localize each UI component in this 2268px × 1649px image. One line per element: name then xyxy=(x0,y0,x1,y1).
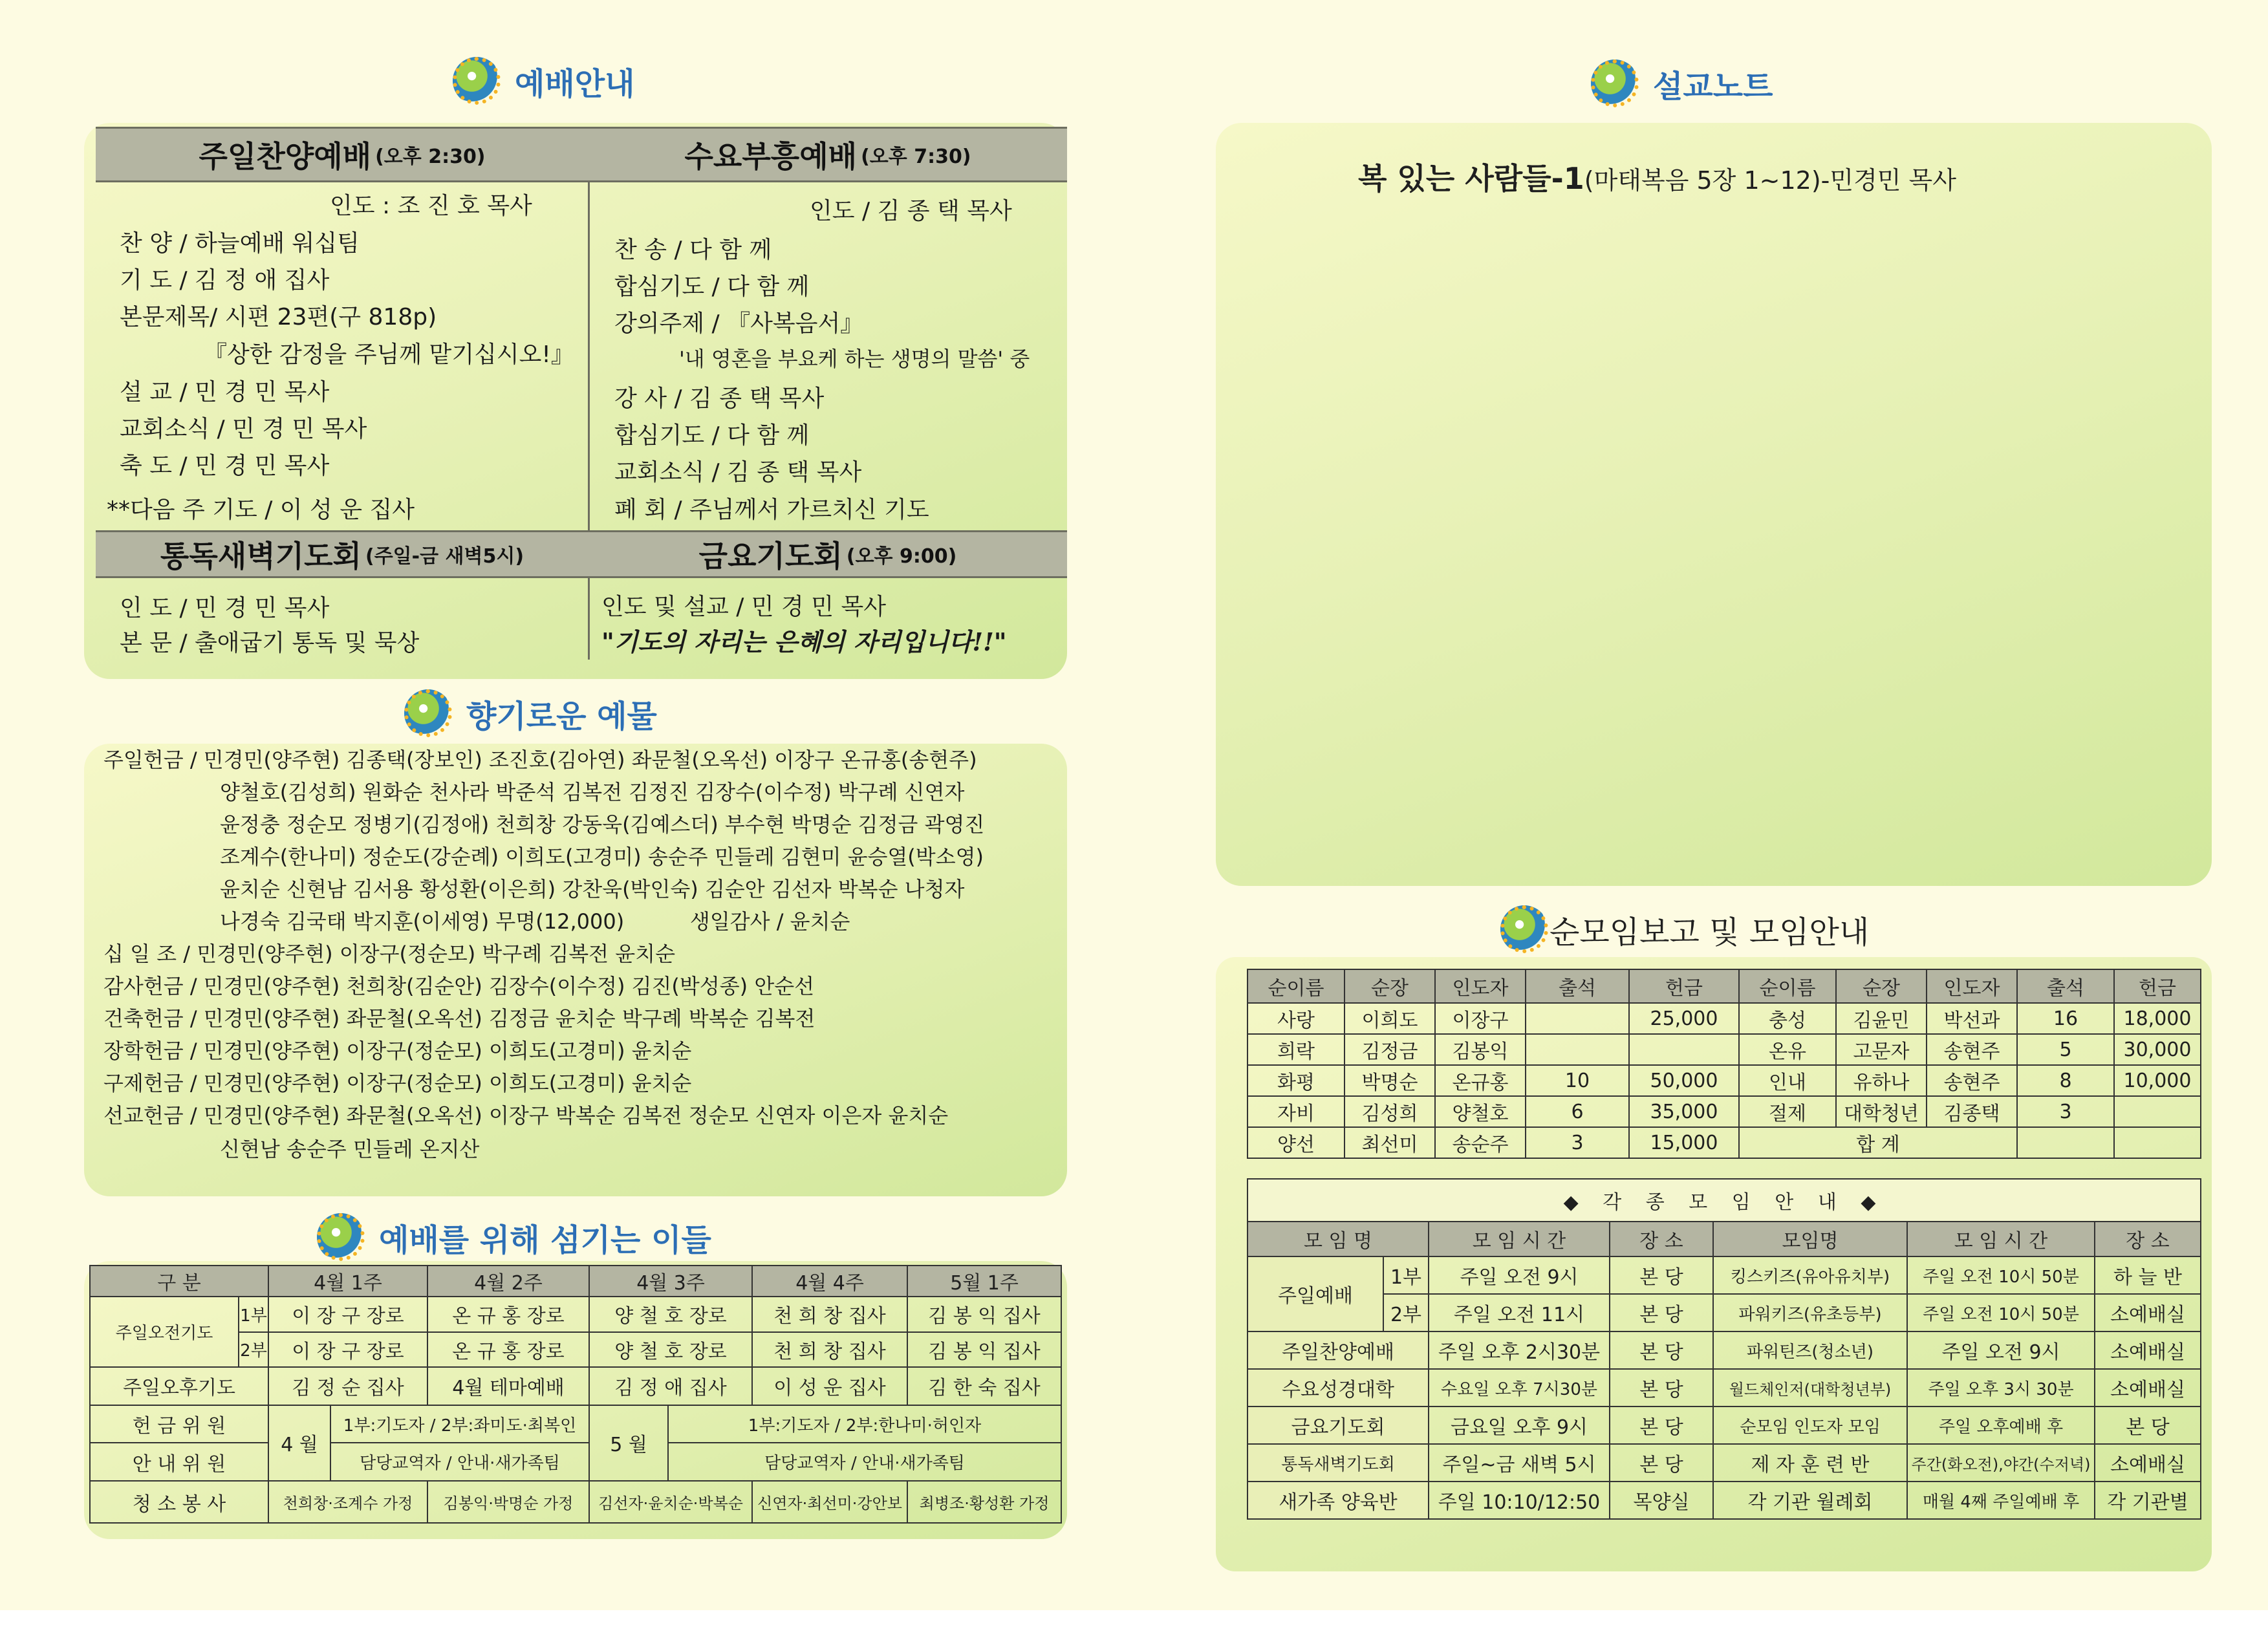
sunday-praise: 찬 양 / 하늘예배 워십팀 xyxy=(120,230,360,257)
cells-cell: 충성 xyxy=(1739,1003,1836,1034)
offering-sunday-cont: 나경숙 김국태 박지훈(이세영) 무명(12,000) 생일감사 / 윤치순 xyxy=(220,909,850,934)
wednesday-news: 교회소식 / 김 종 택 목사 xyxy=(614,459,862,486)
offering-mission: 선교헌금 / 민경민(양주현) 좌문철(오옥선) 이장구 박복순 김복전 정순모 신연자 이은자 윤치순 xyxy=(103,1103,949,1128)
meetings-cell: 본 당 xyxy=(1610,1256,1713,1294)
sermon-heading xyxy=(1358,155,1956,198)
cells-cell: 절제 xyxy=(1739,1096,1836,1127)
sunday-sermon-title: 『상한 감정을 주님께 맡기십시오!』 xyxy=(204,341,574,368)
meetings-cell: 주일 오후 3시 30분 xyxy=(1907,1369,2095,1406)
meetings-head-cell: 모 임 명 xyxy=(1247,1222,1429,1256)
meetings-cell: 소예배실 xyxy=(2095,1294,2201,1331)
sermon-note-panel xyxy=(1216,123,2212,886)
servers-cell: 천 희 창 집사 xyxy=(752,1297,907,1331)
servers-usher-may: 담당교역자 / 안내·새가족팀 xyxy=(668,1443,1061,1481)
servers-afternoon-label: 주일오후기도 xyxy=(90,1367,268,1405)
cells-cell: 10,000 xyxy=(2114,1065,2201,1096)
wednesday-subtopic: '내 영혼을 부요케 하는 생명의 말씀' 중 xyxy=(679,347,1030,371)
servers-usher-label: 안 내 위 원 xyxy=(90,1443,268,1481)
cells-report-table xyxy=(1247,969,2201,1159)
servers-usher-april: 담당교역자 / 안내·새가족팀 xyxy=(330,1443,589,1481)
cells-cell: 화평 xyxy=(1247,1065,1345,1096)
meetings-head-cell: 장 소 xyxy=(2095,1222,2201,1256)
servers-row-offering xyxy=(90,1405,1061,1443)
servers-cell: 4월 테마예배 xyxy=(427,1367,589,1405)
offering-sunday-cont: 조계수(한나미) 정순도(강순례) 이희도(고경미) 송순주 민들레 김현미 윤승열(박소영) xyxy=(220,845,984,869)
cells-cell xyxy=(1629,1034,1739,1065)
cells-head-cell: 인도자 xyxy=(1927,969,2017,1003)
meetings-cell: 주일 오후예배 후 xyxy=(1907,1406,2095,1444)
meetings-title-row xyxy=(1247,1179,2201,1222)
meetings-cell: 킹스키즈(유아유치부) xyxy=(1713,1256,1907,1294)
meetings-cell: 소예배실 xyxy=(2095,1369,2201,1406)
cells-cell: 김종택 xyxy=(1927,1096,2017,1127)
offering-title-text: 향기로운 예물 xyxy=(466,698,657,735)
offering-sunday: 주일헌금 / 민경민(양주현) 김종택(장보인) 조진호(김아연) 좌문철(오옥선) 이장구 온규홍(송현주) xyxy=(103,748,977,772)
servers-cell: 김 한 숙 집사 xyxy=(907,1367,1061,1405)
servers-cell: 이 장 구 장로 xyxy=(268,1297,427,1331)
servers-part1: 1부 xyxy=(239,1297,268,1331)
sunday-worship-header xyxy=(96,127,589,182)
wednesday-prayer-1: 합심기도 / 다 함 께 xyxy=(614,274,810,300)
sermon-reference: (마태복음 5장 1~12)-민경민 목사 xyxy=(1584,166,1956,195)
servers-row-cleaning xyxy=(90,1481,1061,1523)
offering-scholarship: 장학헌금 / 민경민(양주현) 이장구(정순모) 이희도(고경미) 윤치순 xyxy=(103,1039,692,1063)
servers-cell: 김선자·윤치순·박복순 xyxy=(589,1481,752,1523)
servers-cell: 최병조·황성환 가정 xyxy=(907,1481,1061,1523)
cells-cell: 김봉익 xyxy=(1435,1034,1526,1065)
servers-cell: 양 철 호 장로 xyxy=(589,1297,752,1331)
meetings-title: ◆ 각 종 모 임 안 내 ◆ xyxy=(1247,1179,2201,1222)
meetings-table xyxy=(1247,1178,2201,1520)
offering-tithe: 십 일 조 / 민경민(양주현) 이장구(정순모) 박구례 김복전 윤치순 xyxy=(103,942,675,966)
meetings-sunday-worship: 주일예배 xyxy=(1247,1256,1383,1331)
servers-head-week: 4월 3주 xyxy=(589,1266,752,1297)
cells-cell: 김윤민 xyxy=(1836,1003,1927,1034)
cells-cell: 송순주 xyxy=(1435,1127,1526,1158)
meetings-cell: 금요기도회 xyxy=(1247,1406,1429,1444)
cells-cell: 온규홍 xyxy=(1435,1065,1526,1096)
friday-prayer-time: (오후 9:00) xyxy=(846,545,957,568)
cells-total-offering xyxy=(2114,1127,2201,1158)
cells-cell: 양철호 xyxy=(1435,1096,1526,1127)
servers-april: 4 월 xyxy=(268,1405,330,1481)
cells-total-attendance xyxy=(2017,1127,2114,1158)
sunday-next-prayer: **다음 주 기도 / 이 성 운 집사 xyxy=(107,497,415,523)
church-logo-icon xyxy=(453,57,501,105)
cells-cell: 30,000 xyxy=(2114,1034,2201,1065)
sunday-prayer: 기 도 / 김 정 애 집사 xyxy=(120,267,330,294)
cells-cell: 김성희 xyxy=(1345,1096,1435,1127)
cells-cell: 3 xyxy=(1526,1127,1629,1158)
servers-cell: 천희창·조계수 가정 xyxy=(268,1481,427,1523)
cells-cell: 16 xyxy=(2017,1003,2114,1034)
cells-head-cell: 순이름 xyxy=(1247,969,1345,1003)
meetings-head-cell: 모 임 시 간 xyxy=(1907,1222,2095,1256)
cells-head-cell: 출석 xyxy=(1526,969,1629,1003)
worship-section-title xyxy=(453,57,634,105)
meetings-cell: 하 늘 반 xyxy=(2095,1256,2201,1294)
servers-cell: 신연자·최선미·강안보 xyxy=(752,1481,907,1523)
meetings-cell: 본 당 xyxy=(2095,1406,2201,1444)
servers-cleaning-label: 청 소 봉 사 xyxy=(90,1481,268,1523)
meetings-cell: 주일 오전 9시 xyxy=(1907,1331,2095,1369)
meetings-row xyxy=(1247,1406,2201,1444)
sermon-section-title xyxy=(1591,59,1773,107)
cells-row xyxy=(1247,1096,2201,1127)
servers-may: 5 월 xyxy=(589,1405,668,1481)
meetings-cell: 소예배실 xyxy=(2095,1444,2201,1482)
meetings-cell: 주일 오후 2시30분 xyxy=(1429,1331,1610,1369)
meetings-row xyxy=(1247,1482,2201,1519)
meetings-cell: 주일 10:10/12:50 xyxy=(1429,1482,1610,1519)
wednesday-worship-name: 수요부흥예배 xyxy=(684,139,858,174)
cells-row xyxy=(1247,1127,2201,1158)
meetings-cell: 파워키즈(유초등부) xyxy=(1713,1294,1907,1331)
cells-cell: 송현주 xyxy=(1927,1065,2017,1096)
dawn-prayer-time: (주일-금 새벽5시) xyxy=(365,545,524,568)
cells-cell xyxy=(1526,1034,1629,1065)
meetings-cell: 목양실 xyxy=(1610,1482,1713,1519)
friday-leader: 인도 및 설교 / 민 경 민 목사 xyxy=(601,594,886,620)
cells-cell: 35,000 xyxy=(1629,1096,1739,1127)
servers-cell: 온 규 홍 장로 xyxy=(427,1332,589,1367)
servers-section-title xyxy=(317,1213,711,1261)
servers-head-week: 4월 2주 xyxy=(427,1266,589,1297)
servers-cell: 이 성 운 집사 xyxy=(752,1367,907,1405)
cells-cell: 6 xyxy=(1526,1096,1629,1127)
servers-cell: 온 규 홍 장로 xyxy=(427,1297,589,1331)
meetings-cell: 소예배실 xyxy=(2095,1331,2201,1369)
dawn-leader: 인 도 / 민 경 민 목사 xyxy=(120,595,330,621)
meetings-row xyxy=(1247,1294,2201,1331)
servers-head-category: 구 분 xyxy=(90,1266,268,1297)
cells-total-label: 합 계 xyxy=(1739,1127,2017,1158)
cells-cell: 유하나 xyxy=(1836,1065,1927,1096)
sunday-leader: 인도 : 조 진 호 목사 xyxy=(330,193,532,219)
cells-head-row xyxy=(1247,969,2201,1003)
servers-offering-april: 1부:기도자 / 2부:좌미도·최복인 xyxy=(330,1405,589,1443)
cells-cell: 8 xyxy=(2017,1065,2114,1096)
friday-prayer-name: 금요기도회 xyxy=(698,539,843,574)
cells-row xyxy=(1247,1065,2201,1096)
wednesday-speaker: 강 사 / 김 종 택 목사 xyxy=(614,385,825,412)
servers-cell: 천 희 창 집사 xyxy=(752,1332,907,1367)
cells-cell: 박명순 xyxy=(1345,1065,1435,1096)
meetings-part2: 2부 xyxy=(1383,1294,1429,1331)
cells-cell: 온유 xyxy=(1739,1034,1836,1065)
servers-title-text: 예배를 위해 섬기는 이들 xyxy=(379,1222,711,1258)
servers-row-morning-1 xyxy=(90,1297,1061,1331)
wednesday-topic: 강의주제 / 『사복음서』 xyxy=(614,310,864,337)
cells-cell: 인내 xyxy=(1739,1065,1836,1096)
meetings-cell: 주일 오전 10시 50분 xyxy=(1907,1256,2095,1294)
friday-prayer-header xyxy=(589,530,1067,578)
servers-cell: 김 봉 익 집사 xyxy=(907,1332,1061,1367)
meetings-cell: 수요일 오후 7시30분 xyxy=(1429,1369,1610,1406)
servers-cell: 김 정 순 집사 xyxy=(268,1367,427,1405)
cells-cell: 송현주 xyxy=(1927,1034,2017,1065)
cells-cell: 5 xyxy=(2017,1034,2114,1065)
servers-table xyxy=(89,1265,1062,1524)
servers-cell: 김봉익·박명순 가정 xyxy=(427,1481,589,1523)
meetings-row xyxy=(1247,1444,2201,1482)
worship-divider xyxy=(588,182,590,530)
sunday-worship-time: (오후 2:30) xyxy=(375,146,486,168)
cells-cell: 박선과 xyxy=(1927,1003,2017,1034)
wednesday-worship-time: (오후 7:30) xyxy=(861,146,971,168)
cells-head-cell: 헌금 xyxy=(1629,969,1739,1003)
servers-part2: 2부 xyxy=(239,1332,268,1367)
meetings-cell: 주일찬양예배 xyxy=(1247,1331,1429,1369)
cells-cell: 25,000 xyxy=(1629,1003,1739,1034)
meetings-cell: 새가족 양육반 xyxy=(1247,1482,1429,1519)
meetings-cell: 매월 4째 주일예배 후 xyxy=(1907,1482,2095,1519)
meetings-cell: 본 당 xyxy=(1610,1331,1713,1369)
sermon-title-text: 설교노트 xyxy=(1653,68,1773,105)
offering-thanks: 감사헌금 / 민경민(양주현) 천희창(김순안) 김장수(이수정) 김진(박성종) 안순선 xyxy=(103,974,815,998)
meetings-cell: 수요성경대학 xyxy=(1247,1369,1429,1406)
cells-cell: 양선 xyxy=(1247,1127,1345,1158)
offering-relief: 구제헌금 / 민경민(양주현) 이장구(정순모) 이희도(고경미) 윤치순 xyxy=(103,1071,692,1095)
cells-cell: 대학청년 xyxy=(1836,1096,1927,1127)
worship-title-text: 예배안내 xyxy=(515,65,635,102)
meetings-cell: 본 당 xyxy=(1610,1369,1713,1406)
dawn-scripture: 본 문 / 출애굽기 통독 및 묵상 xyxy=(120,630,420,656)
servers-morning-label: 주일오전기도 xyxy=(90,1297,239,1367)
servers-offering-label: 헌 금 위 원 xyxy=(90,1405,268,1443)
meetings-cell: 주일 오전 10시 50분 xyxy=(1907,1294,2095,1331)
meetings-cell: 주간(화오전),야간(수저녁) xyxy=(1907,1444,2095,1482)
wednesday-worship-header xyxy=(589,127,1067,182)
left-page xyxy=(0,0,1138,1610)
offering-sunday-cont: 윤정충 정순모 정병기(김정애) 천희창 강동욱(김예스더) 부수현 박명순 김정금 곽영진 xyxy=(220,812,985,837)
meetings-cell: 주일 오전 9시 xyxy=(1429,1256,1610,1294)
meetings-row xyxy=(1247,1256,2201,1294)
cells-cell: 이장구 xyxy=(1435,1003,1526,1034)
cells-cell xyxy=(1526,1003,1629,1034)
cells-cell: 10 xyxy=(1526,1065,1629,1096)
meetings-part1: 1부 xyxy=(1383,1256,1429,1294)
cells-cell xyxy=(2114,1096,2201,1127)
church-logo-icon xyxy=(317,1213,365,1261)
cells-head-cell: 순장 xyxy=(1345,969,1435,1003)
sunday-news: 교회소식 / 민 경 민 목사 xyxy=(120,416,367,442)
sermon-heading-title: 복 있는 사람들-1 xyxy=(1358,161,1584,196)
meetings-cell: 파워틴즈(청소년) xyxy=(1713,1331,1907,1369)
cells-cell: 김정금 xyxy=(1345,1034,1435,1065)
dawn-prayer-header xyxy=(96,530,589,578)
cells-cell: 3 xyxy=(2017,1096,2114,1127)
cells-cell: 자비 xyxy=(1247,1096,1345,1127)
cells-head-cell: 인도자 xyxy=(1435,969,1526,1003)
church-logo-icon xyxy=(1591,59,1639,107)
meetings-cell: 본 당 xyxy=(1610,1444,1713,1482)
meetings-cell: 제 자 훈 련 반 xyxy=(1713,1444,1907,1482)
cells-cell: 50,000 xyxy=(1629,1065,1739,1096)
meetings-cell: 주일 오전 11시 xyxy=(1429,1294,1610,1331)
cells-title-text: 순모임보고 및 모임안내 xyxy=(1550,914,1870,951)
servers-head-week: 5월 1주 xyxy=(907,1266,1061,1297)
servers-cell: 양 철 호 장로 xyxy=(589,1332,752,1367)
friday-motto: "기도의 자리는 은혜의 자리입니다!!" xyxy=(601,627,1007,656)
offering-mission-cont: 신현남 송순주 민들레 온지산 xyxy=(220,1137,480,1161)
cells-head-cell: 헌금 xyxy=(2114,969,2201,1003)
servers-head-week: 4월 1주 xyxy=(268,1266,427,1297)
meetings-cell: 본 당 xyxy=(1610,1406,1713,1444)
meetings-row xyxy=(1247,1369,2201,1406)
servers-cell: 김 봉 익 집사 xyxy=(907,1297,1061,1331)
cells-cell: 희락 xyxy=(1247,1034,1345,1065)
sunday-benediction: 축 도 / 민 경 민 목사 xyxy=(120,453,330,479)
meetings-cell: 통독새벽기도회 xyxy=(1247,1444,1429,1482)
meetings-cell: 각 기관별 xyxy=(2095,1482,2201,1519)
church-logo-icon xyxy=(404,689,452,737)
wednesday-closing: 폐 회 / 주님께서 가르치신 기도 xyxy=(614,497,929,523)
meetings-head-cell: 모임명 xyxy=(1713,1222,1907,1256)
sunday-sermon: 설 교 / 민 경 민 목사 xyxy=(120,379,330,405)
meetings-cell: 각 기관 월례회 xyxy=(1713,1482,1907,1519)
wednesday-hymn: 찬 송 / 다 함 께 xyxy=(614,237,772,263)
sunday-scripture: 본문제목/ 시편 23편(구 818p) xyxy=(120,304,437,330)
servers-row-afternoon xyxy=(90,1367,1061,1405)
offering-building: 건축헌금 / 민경민(양주현) 좌문철(오옥선) 김정금 윤치순 박구례 박복순 김복전 xyxy=(103,1006,815,1031)
meetings-cell: 순모임 인도자 모임 xyxy=(1713,1406,1907,1444)
servers-offering-may: 1부:기도자 / 2부:한나미·허인자 xyxy=(668,1405,1061,1443)
cells-head-cell: 순이름 xyxy=(1739,969,1836,1003)
church-logo-icon xyxy=(1500,905,1548,953)
meetings-cell: 금요일 오후 9시 xyxy=(1429,1406,1610,1444)
meetings-head-cell: 장 소 xyxy=(1610,1222,1713,1256)
cells-cell: 18,000 xyxy=(2114,1003,2201,1034)
offering-sunday-cont: 양철호(김성희) 원화순 천사라 박준석 김복전 김정진 김장수(이수정) 박구례 신연자 xyxy=(220,780,965,804)
offering-sunday-cont: 윤치순 신현남 김서용 황성환(이은희) 강찬욱(박인숙) 김순안 김선자 박복순 나청자 xyxy=(220,877,965,901)
meetings-cell: 주일~금 새벽 5시 xyxy=(1429,1444,1610,1482)
meetings-cell: 월드체인저(대학청년부) xyxy=(1713,1369,1907,1406)
offering-section-title xyxy=(404,689,657,737)
servers-head-row xyxy=(90,1266,1061,1297)
servers-cell: 김 정 애 집사 xyxy=(589,1367,752,1405)
cells-cell: 고문자 xyxy=(1836,1034,1927,1065)
cells-cell: 사랑 xyxy=(1247,1003,1345,1034)
dawn-prayer-name: 통독새벽기도회 xyxy=(160,539,362,574)
cells-cell: 최선미 xyxy=(1345,1127,1435,1158)
meetings-row xyxy=(1247,1331,2201,1369)
right-page xyxy=(1158,0,2268,1610)
servers-head-week: 4월 4주 xyxy=(752,1266,907,1297)
meetings-head-row xyxy=(1247,1222,2201,1256)
wednesday-leader: 인도 / 김 종 택 목사 xyxy=(810,198,1012,224)
prayer-divider xyxy=(588,578,590,660)
servers-cell: 이 장 구 장로 xyxy=(268,1332,427,1367)
sunday-worship-name: 주일찬양예배 xyxy=(199,139,372,174)
cells-head-cell: 순장 xyxy=(1836,969,1927,1003)
meetings-cell: 본 당 xyxy=(1610,1294,1713,1331)
cells-row xyxy=(1247,1034,2201,1065)
cells-cell: 15,000 xyxy=(1629,1127,1739,1158)
servers-row-usher xyxy=(90,1443,1061,1481)
cells-section-title xyxy=(1500,905,1869,953)
cells-head-cell: 출석 xyxy=(2017,969,2114,1003)
meetings-head-cell: 모 임 시 간 xyxy=(1429,1222,1610,1256)
wednesday-prayer-2: 합심기도 / 다 함 께 xyxy=(614,422,810,449)
scan-edge xyxy=(0,1610,2268,1649)
cells-row xyxy=(1247,1003,2201,1034)
cells-cell: 이희도 xyxy=(1345,1003,1435,1034)
